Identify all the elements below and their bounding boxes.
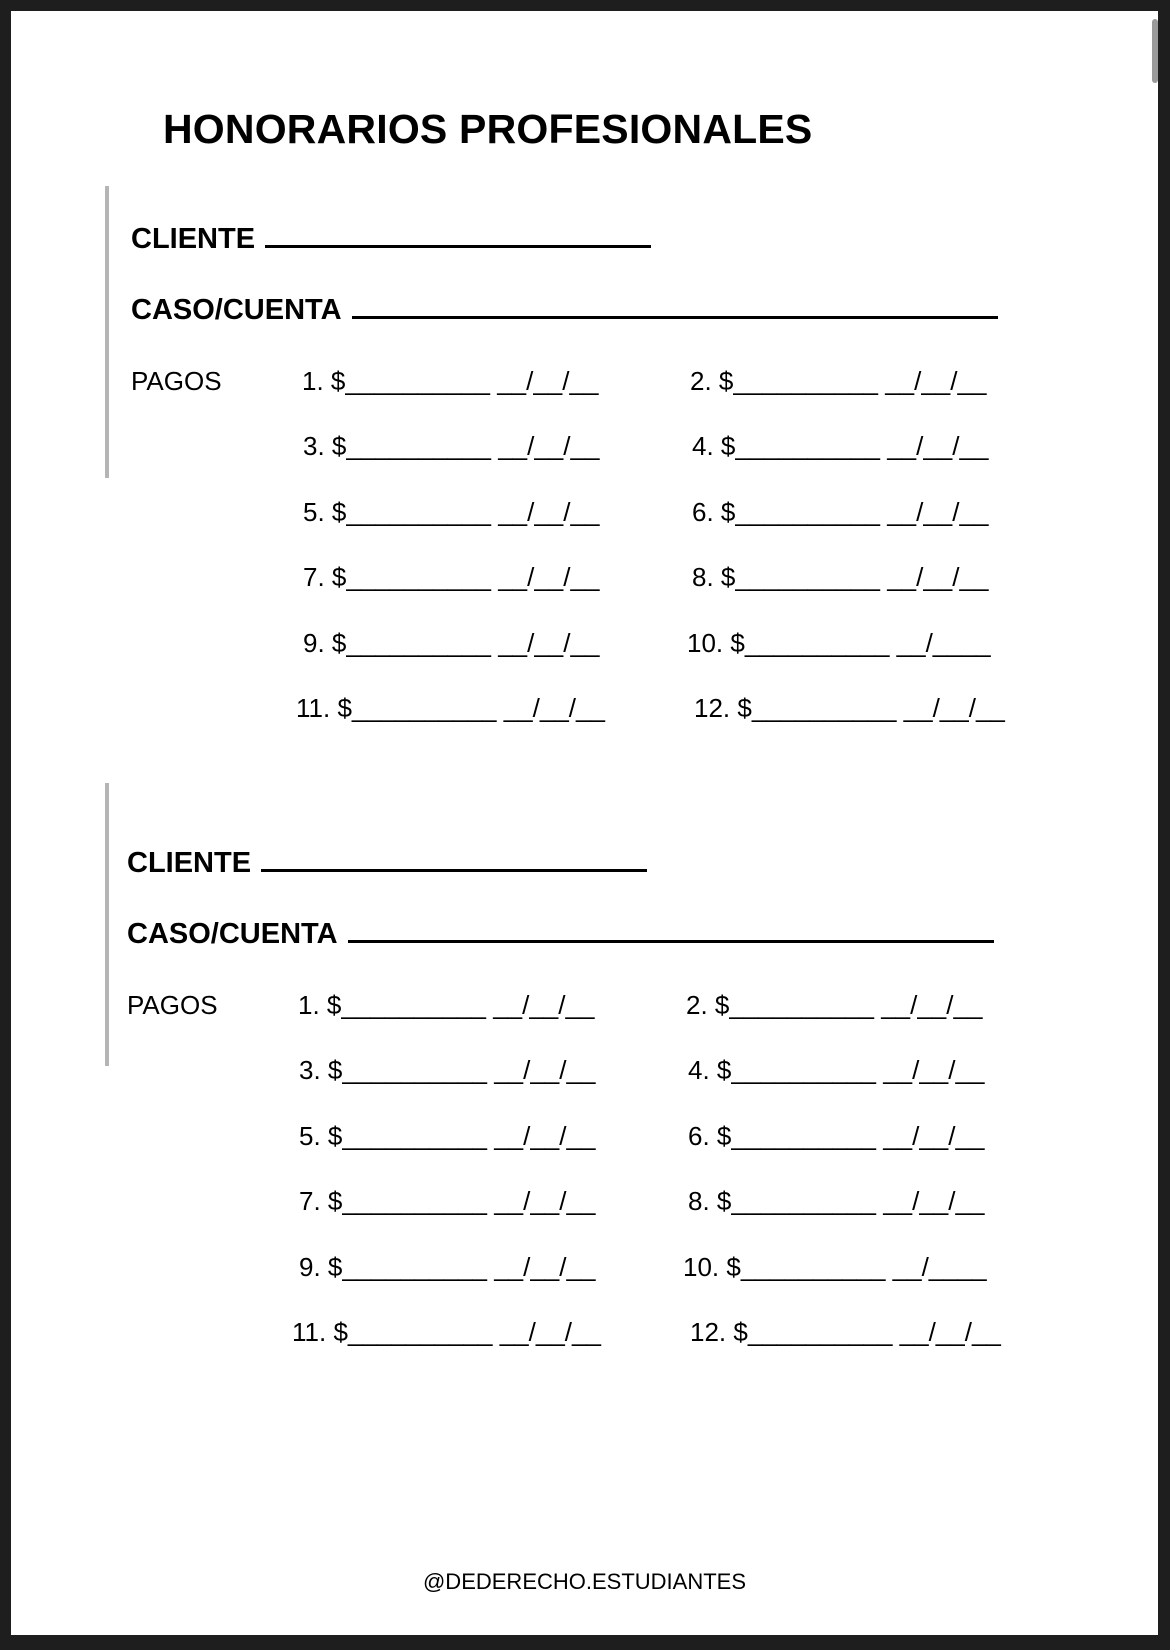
section-1-cliente-field [131,223,651,256]
section-2-pagos-label: PAGOS [127,990,218,1020]
section-1-pagos-label: PAGOS [131,366,222,396]
section-2-payment-2: 2. $__________ __/__/__ [686,990,983,1020]
document-title: HONORARIOS PROFESIONALES [163,106,813,152]
section-2-payment-8: 8. $__________ __/__/__ [688,1186,985,1216]
cliente-label: CLIENTE [131,223,256,255]
section-1-accent-bar [105,186,109,478]
document-page [11,11,1158,1635]
caso-cuenta-label: CASO/CUENTA [127,918,338,950]
section-1-payment-5: 5. $__________ __/__/__ [303,497,600,527]
footer-handle: @DEDERECHO.ESTUDIANTES [422,1569,747,1594]
section-2-payment-6: 6. $__________ __/__/__ [688,1121,985,1151]
section-1-payment-12: 12. $__________ __/__/__ [694,693,1005,723]
cliente-blank-line [261,849,647,872]
section-2-cliente-field [127,847,647,880]
section-2-payment-9: 9. $__________ __/__/__ [299,1252,596,1282]
section-1-caso-field [131,294,998,327]
section-1-payment-9: 9. $__________ __/__/__ [303,628,600,658]
section-1-payment-6: 6. $__________ __/__/__ [692,497,989,527]
section-2-caso-field [127,918,994,951]
section-2-accent-bar [105,783,109,1066]
section-1-payment-2: 2. $__________ __/__/__ [690,366,987,396]
section-1-payment-3: 3. $__________ __/__/__ [303,431,600,461]
caso-cuenta-blank-line [352,296,998,319]
section-1-payment-11: 11. $__________ __/__/__ [296,693,605,723]
section-1-payment-4: 4. $__________ __/__/__ [692,431,989,461]
section-2-payment-11: 11. $__________ __/__/__ [292,1317,601,1347]
section-2-payment-4: 4. $__________ __/__/__ [688,1055,985,1085]
section-2-payment-7: 7. $__________ __/__/__ [299,1186,596,1216]
section-2-payment-3: 3. $__________ __/__/__ [299,1055,596,1085]
scrollbar-thumb[interactable] [1152,19,1158,83]
section-2-payment-12: 12. $__________ __/__/__ [690,1317,1001,1347]
section-2-payment-10: 10. $__________ __/____ [683,1252,987,1282]
section-1-payment-10: 10. $__________ __/____ [687,628,991,658]
caso-cuenta-label: CASO/CUENTA [131,294,342,326]
section-1-payment-8: 8. $__________ __/__/__ [692,562,989,592]
section-2-payment-1: 1. $__________ __/__/__ [298,990,595,1020]
section-1-payment-7: 7. $__________ __/__/__ [303,562,600,592]
caso-cuenta-blank-line [348,920,994,943]
section-1-payment-1: 1. $__________ __/__/__ [302,366,599,396]
cliente-label: CLIENTE [127,847,252,879]
section-2-payment-5: 5. $__________ __/__/__ [299,1121,596,1151]
cliente-blank-line [265,225,651,248]
